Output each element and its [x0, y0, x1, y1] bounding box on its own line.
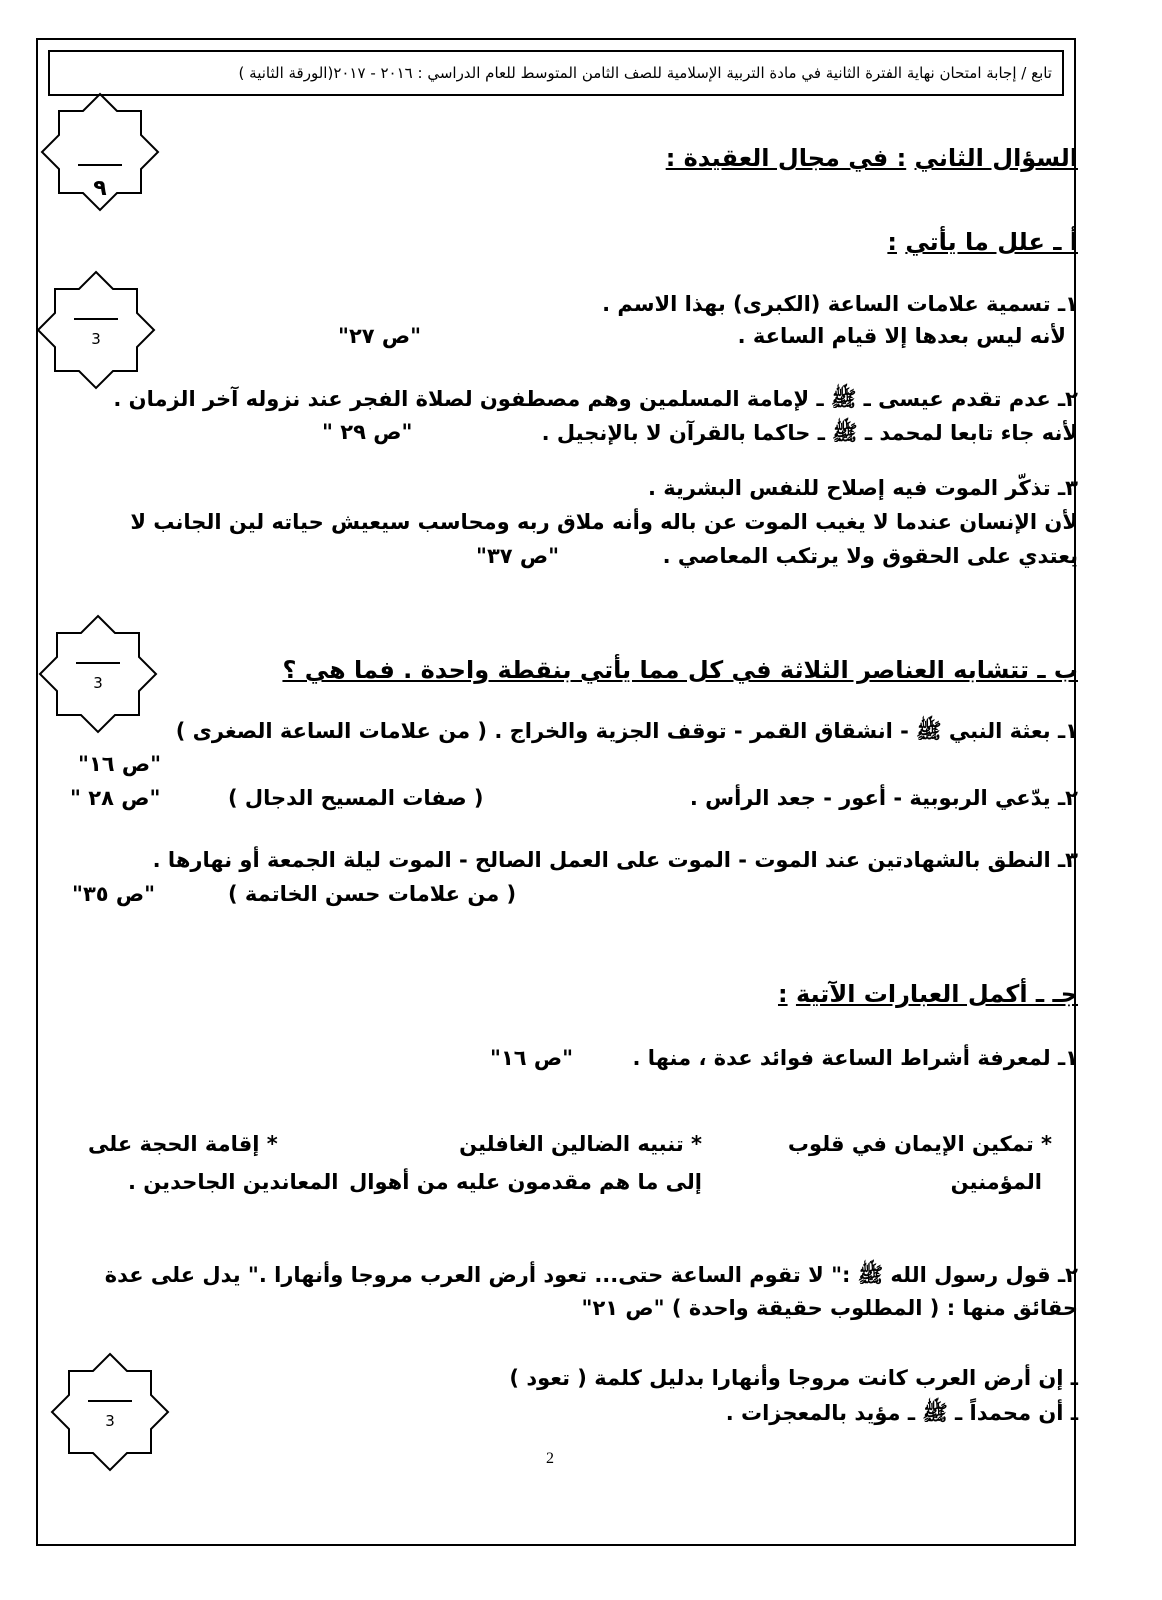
part-c-point3-line2: المعاندين الجاحدين .	[128, 1170, 339, 1194]
part-a-item3-answer-line2: يعتدي على الحقوق ولا يرتكب المعاصي .	[662, 544, 1078, 568]
score-box-part-b	[38, 614, 158, 734]
part-c-item2-question-line2: حقائق منها : ( المطلوب حقيقة واحدة ) "ص ٢١"	[581, 1296, 1078, 1320]
part-b-item1-ref: "ص ١٦"	[78, 752, 162, 776]
part-a-item1-question: ١ـ تسمية علامات الساعة (الكبرى) بهذا الاسم .	[602, 292, 1078, 316]
part-a-item3-question: ٣ـ تذكّر الموت فيه إصلاح للنفس البشرية .	[647, 476, 1078, 500]
part-c-title-main: جـ ـ أكمل العبارات الآتية	[795, 980, 1078, 1008]
part-b-title-text: ب ـ تتشابه العناصر الثلاثة في كل مما يأتي بنقطة واحدة . فما هي ؟	[282, 656, 1078, 684]
part-a-title	[887, 228, 1078, 256]
part-c-point2-line2: إلى ما هم مقدمون عليه من أهوال	[349, 1170, 702, 1194]
part-b-item2-answer: ( صفات المسيح الدجال )	[228, 786, 484, 810]
part-a-item2-question: ٢ـ عدم تقدم عيسى ـ ﷺ ـ لإمامة المسلمين وهم مصطفون لصلاة الفجر عند نزوله آخر الزمان .	[113, 387, 1078, 411]
part-c-item2-question-line1: ٢ـ قول رسول الله ﷺ :" لا تقوم الساعة حتى... تعود أرض العرب مروجا وأنهارا ." يدل على عدة	[104, 1263, 1078, 1287]
score-box-part-c	[50, 1352, 170, 1472]
part-c-item1-question: ١ـ لمعرفة أشراط الساعة فوائد عدة ، منها .	[632, 1046, 1078, 1070]
question-title-main: السؤال الثاني	[914, 144, 1078, 172]
part-c-item2-answer1: ـ إن أرض العرب كانت مروجا وأنهارا بدليل كلمة ( تعود )	[509, 1366, 1078, 1390]
part-b-item1: ١ـ بعثة النبي ﷺ - انشقاق القمر - توقف الجزية والخراج . ( من علامات الساعة الصغرى )	[175, 719, 1078, 743]
part-c-point1-line2: المؤمنين	[950, 1170, 1042, 1194]
part-c-point1-line1: * تمكين الإيمان في قلوب	[787, 1132, 1052, 1156]
part-c-title	[778, 980, 1078, 1008]
header-text: تابع / إجابة امتحان نهاية الفترة الثانية في مادة التربية الإسلامية للصف الثامن المتوسط للعام الدراسي : ٢٠١٦ - ٢٠١٧(الورقة الثانية )	[238, 64, 1052, 82]
part-c-point3-line1: * إقامة الحجة على	[88, 1132, 278, 1156]
question-title	[666, 144, 1078, 172]
score-value: ٩	[93, 176, 107, 201]
part-a-item2-ref: "ص ٢٩ "	[322, 420, 413, 444]
part-a-item3-answer-line1: لأن الإنسان عندما لا يغيب الموت عن باله وأنه ملاق ربه ومحاسب سيعيش حياته لين الجانب لا	[130, 510, 1078, 534]
score-dash	[88, 1400, 132, 1402]
part-b-item2: ٢ـ يدّعي الربوبية - أعور - جعد الرأس .	[689, 786, 1078, 810]
part-c-title-rest: :	[777, 980, 788, 1008]
part-b-item3-ref: "ص ٣٥"	[72, 882, 156, 906]
exam-header	[48, 50, 1064, 96]
part-b-item2-ref: "ص ٢٨ "	[70, 786, 161, 810]
part-a-item1-ref: "ص ٢٧"	[338, 324, 422, 348]
score-dash	[78, 164, 122, 166]
question-title-rest: : في مجال العقيدة :	[665, 144, 907, 172]
score-value: 3	[93, 674, 103, 692]
part-c-item2-answer2: ـ أن محمداً ـ ﷺ ـ مؤيد بالمعجزات .	[725, 1401, 1078, 1425]
part-a-item3-ref: "ص ٣٧"	[476, 544, 560, 568]
part-a-title-rest: :	[887, 228, 897, 256]
score-value: 3	[91, 330, 101, 348]
page-number: 2	[546, 1450, 554, 1467]
part-a-item2-answer: لأنه جاء تابعا لمحمد ـ ﷺ ـ حاكما بالقرآن لا بالإنجيل .	[541, 421, 1078, 445]
score-box-question	[40, 92, 160, 212]
score-box-part-a	[36, 270, 156, 390]
score-value: 3	[105, 1412, 115, 1430]
part-c-point2-line1: * تنبيه الضالين الغافلين	[459, 1132, 702, 1156]
score-dash	[76, 662, 120, 664]
part-a-title-main: أ ـ علل ما يأتي	[905, 228, 1078, 256]
part-a-item1-answer: لأنه ليس بعدها إلا قيام الساعة .	[737, 324, 1066, 348]
part-c-item1-ref: "ص ١٦"	[490, 1046, 574, 1070]
part-b-item3: ٣ـ النطق بالشهادتين عند الموت - الموت على العمل الصالح - الموت ليلة الجمعة أو نهارها .	[152, 848, 1078, 872]
part-b-title	[282, 656, 1078, 684]
part-b-item3-answer: ( من علامات حسن الخاتمة )	[228, 882, 517, 906]
score-dash	[74, 318, 118, 320]
